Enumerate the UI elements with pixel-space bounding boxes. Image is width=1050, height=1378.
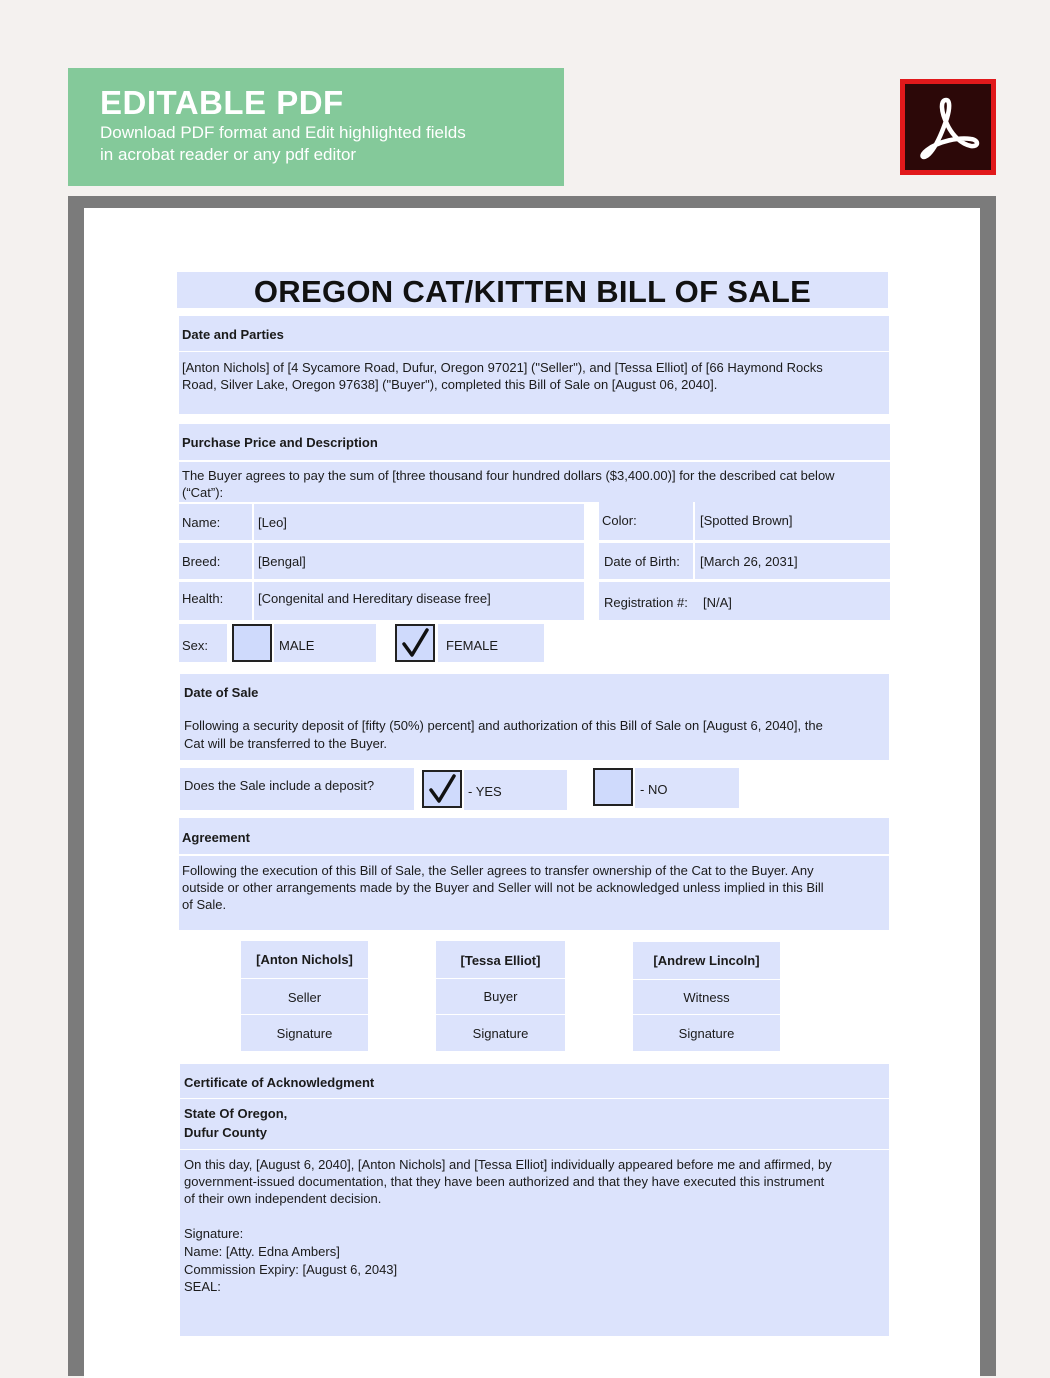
banner-subtitle-line2: in acrobat reader or any pdf editor — [100, 145, 357, 164]
seller-name: [Anton Nichols] — [256, 952, 353, 967]
agreement-heading: Agreement — [182, 830, 250, 845]
male-label: MALE — [279, 638, 315, 653]
certificate-line3: of their own independent decision. — [184, 1191, 382, 1206]
banner-title: EDITABLE PDF — [100, 84, 344, 121]
checkmark-icon — [400, 627, 430, 659]
divider — [693, 502, 695, 540]
color-label: Color: — [602, 513, 637, 528]
divider — [241, 1014, 368, 1015]
agreement-heading-field — [179, 818, 889, 854]
purchase-line1: The Buyer agrees to pay the sum of [three thousand four hundred dollars ($3,400.00)] for the described cat below — [182, 468, 835, 483]
divider — [252, 582, 254, 620]
divider — [693, 543, 695, 579]
sex-label: Sex: — [182, 638, 209, 653]
divider — [252, 543, 254, 579]
breed-value: [Bengal] — [258, 554, 306, 569]
certificate-notary-name: Name: [Atty. Edna Ambers] — [184, 1244, 340, 1259]
name-value: [Leo] — [258, 515, 287, 530]
certificate-county: Dufur County — [184, 1125, 268, 1140]
certificate-commission: Commission Expiry: [August 6, 2043] — [184, 1262, 398, 1277]
deposit-no-checkbox[interactable] — [593, 768, 633, 806]
dob-value: [March 26, 2031] — [700, 554, 798, 569]
agreement-line2: outside or other arrangements made by the Buyer and Seller will not be acknowledged unless implied in this Bill — [182, 880, 824, 895]
divider — [241, 978, 368, 979]
buyer-signature-label: Signature — [472, 1026, 529, 1041]
health-label: Health: — [182, 591, 224, 606]
certificate-line2: government-issued documentation, that they have been authorized and that they have executed this instrument — [184, 1174, 825, 1189]
divider — [179, 351, 889, 352]
color-value: [Spotted Brown] — [700, 513, 793, 528]
divider — [436, 978, 565, 979]
registration-value: [N/A] — [703, 595, 732, 610]
health-value: [Congenital and Hereditary disease free] — [258, 591, 491, 606]
seller-signature-label: Signature — [276, 1026, 333, 1041]
certificate-line1: On this day, [August 6, 2040], [Anton Nichols] and [Tessa Elliot] individually appeared before me and affirmed, by — [184, 1157, 832, 1172]
breed-label: Breed: — [182, 554, 221, 569]
date-of-sale-heading: Date of Sale — [184, 685, 259, 700]
date-parties-line2: Road, Silver Lake, Oregon 97638] ("Buyer"), completed this Bill of Sale on [August 06, 2040]. — [182, 377, 718, 392]
buyer-name: [Tessa Elliot] — [460, 953, 541, 968]
agreement-line1: Following the execution of this Bill of Sale, the Seller agrees to transfer ownership of the Cat to the Buyer. Any — [182, 863, 814, 878]
buyer-role: Buyer — [483, 989, 518, 1004]
divider — [633, 979, 780, 980]
document-title: OREGON CAT/KITTEN BILL OF SALE — [177, 272, 888, 308]
date-of-sale-line2: Cat will be transferred to the Buyer. — [184, 736, 388, 751]
agreement-line3: of Sale. — [182, 897, 227, 912]
divider — [252, 504, 254, 540]
date-parties-line1: [Anton Nichols] of [4 Sycamore Road, Dufur, Oregon 97021] ("Seller"), and [Tessa Elliot] of [66 Haymond Rocks — [182, 360, 823, 375]
deposit-no-label: - NO — [640, 782, 668, 797]
seller-role: Seller — [287, 990, 322, 1005]
banner-subtitle-line1: Download PDF format and Edit highlighted fields — [100, 123, 466, 142]
dob-label: Date of Birth: — [604, 554, 680, 569]
female-checkbox[interactable] — [395, 624, 435, 662]
name-label: Name: — [182, 515, 221, 530]
registration-label: Registration #: — [604, 595, 688, 610]
divider — [436, 1014, 565, 1015]
name-field[interactable] — [179, 504, 584, 540]
deposit-yes-label: - YES — [468, 784, 502, 799]
date-of-sale-line1: Following a security deposit of [fifty (50%) percent] and authorization of this Bill of Sale on [August 6, 2040], the — [184, 718, 823, 733]
checkmark-icon — [427, 773, 457, 805]
divider — [180, 1098, 889, 1099]
female-label: FEMALE — [446, 638, 499, 653]
witness-role: Witness — [683, 990, 730, 1005]
certificate-signature: Signature: — [184, 1226, 244, 1241]
editable-pdf-banner — [68, 68, 564, 186]
purchase-line2: (“Cat”): — [182, 485, 224, 500]
divider — [180, 1149, 889, 1150]
deposit-question: Does the Sale include a deposit? — [184, 778, 375, 793]
breed-field[interactable] — [179, 543, 584, 579]
certificate-seal: SEAL: — [184, 1279, 221, 1294]
certificate-state: State Of Oregon, — [184, 1106, 288, 1121]
male-checkbox[interactable] — [232, 624, 272, 662]
purchase-heading: Purchase Price and Description — [182, 435, 378, 450]
certificate-heading: Certificate of Acknowledgment — [184, 1075, 375, 1090]
date-parties-heading: Date and Parties — [182, 327, 284, 342]
witness-name: [Andrew Lincoln] — [653, 953, 760, 968]
deposit-yes-checkbox[interactable] — [422, 770, 462, 808]
adobe-acrobat-icon — [900, 79, 996, 175]
divider — [633, 1014, 780, 1015]
witness-signature-label: Signature — [678, 1026, 735, 1041]
